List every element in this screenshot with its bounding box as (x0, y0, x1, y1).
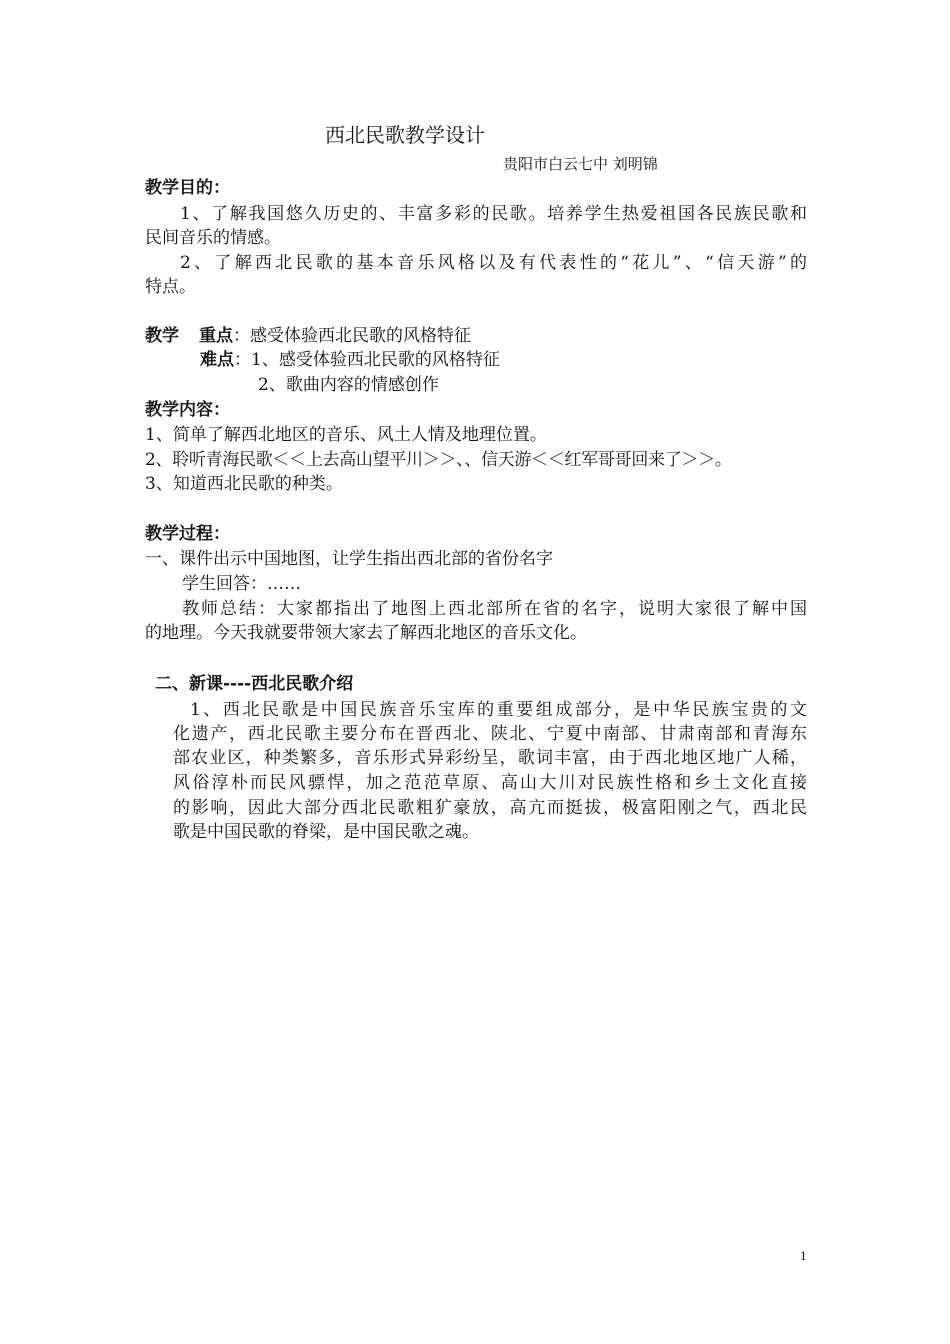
objective-2-line-1: 2、了解西北民歌的基本音乐风格以及有代表性的“花儿”、“信天游”的 (180, 253, 807, 273)
content-item-3: 3、知道西北民歌的种类。 (145, 474, 343, 494)
content-item-1: 1、简单了解西北地区的音乐、风土人情及地理位置。 (145, 425, 547, 445)
content-heading: 教学内容： (145, 400, 230, 420)
objective-1-line-2: 民间音乐的情感。 (145, 228, 281, 248)
student-answer: 学生回答：…… (182, 574, 301, 594)
new-lesson-heading: 二、新课----西北民歌介绍 (155, 674, 354, 694)
focus-colon: ： (233, 326, 250, 346)
author-line: 贵阳市白云七中 刘明锦 (503, 155, 658, 173)
difficulty-1: 1、感受体验西北民歌的风格特征 (251, 350, 500, 370)
focus-text: 感受体验西北民歌的风格特征 (250, 326, 471, 346)
objectives-heading: 教学目的： (145, 178, 230, 198)
focus-label-teaching: 教学 (145, 326, 179, 346)
document-title: 西北民歌教学设计 (325, 123, 485, 147)
focus-line (145, 324, 471, 348)
new-lesson-paragraph-line-6: 歌是中国民歌的脊梁，是中国民歌之魂。 (173, 822, 479, 842)
new-lesson-paragraph-line-2: 化遗产，西北民歌主要分布在晋西北、陕北、宁夏中南部、甘肃南部和青海东 (173, 724, 807, 744)
teacher-summary-line-2: 的地理。今天我就要带领大家去了解西北地区的音乐文化。 (145, 623, 587, 643)
new-lesson-paragraph-line-1: 1、西北民歌是中国民族音乐宝库的重要组成部分，是中华民族宝贵的文 (190, 700, 807, 720)
content-item-2: 2、聆听青海民歌＜＜上去高山望平川＞＞、、信天游＜＜红军哥哥回来了＞＞。 (145, 450, 732, 470)
page-number: 1 (800, 1248, 807, 1263)
objective-1-line-1: 1、了解我国悠久历史的、丰富多彩的民歌。培养学生热爱祖国各民族民歌和 (180, 204, 807, 224)
new-lesson-paragraph-line-5: 的影响，因此大部分西北民歌粗犷豪放，高亢而挺拔，极富阳刚之气，西北民 (173, 798, 807, 818)
process-heading: 教学过程： (145, 524, 230, 544)
difficulty-2: 2、歌曲内容的情感创作 (258, 375, 439, 395)
new-lesson-paragraph-line-4: 风俗淳朴而民风骠悍，加之范范草原、高山大川对民族性格和乡土文化直接 (173, 773, 807, 793)
teacher-summary-line-1: 教师总结：大家都指出了地图上西北部所在省的名字，说明大家很了解中国 (182, 599, 807, 619)
difficulty-line-1 (200, 348, 500, 372)
difficulty-label: 难点 (200, 350, 234, 370)
new-lesson-paragraph-line-3: 部农业区，种类繁多，音乐形式异彩纷呈，歌词丰富，由于西北地区地广人稀， (173, 748, 807, 768)
objective-2-line-2: 特点。 (145, 277, 196, 297)
process-step-1: 一、课件出示中国地图，让学生指出西北部的省份名字 (145, 549, 553, 569)
difficulty-colon: ： (234, 350, 251, 370)
focus-label-key: 重点 (199, 326, 233, 346)
